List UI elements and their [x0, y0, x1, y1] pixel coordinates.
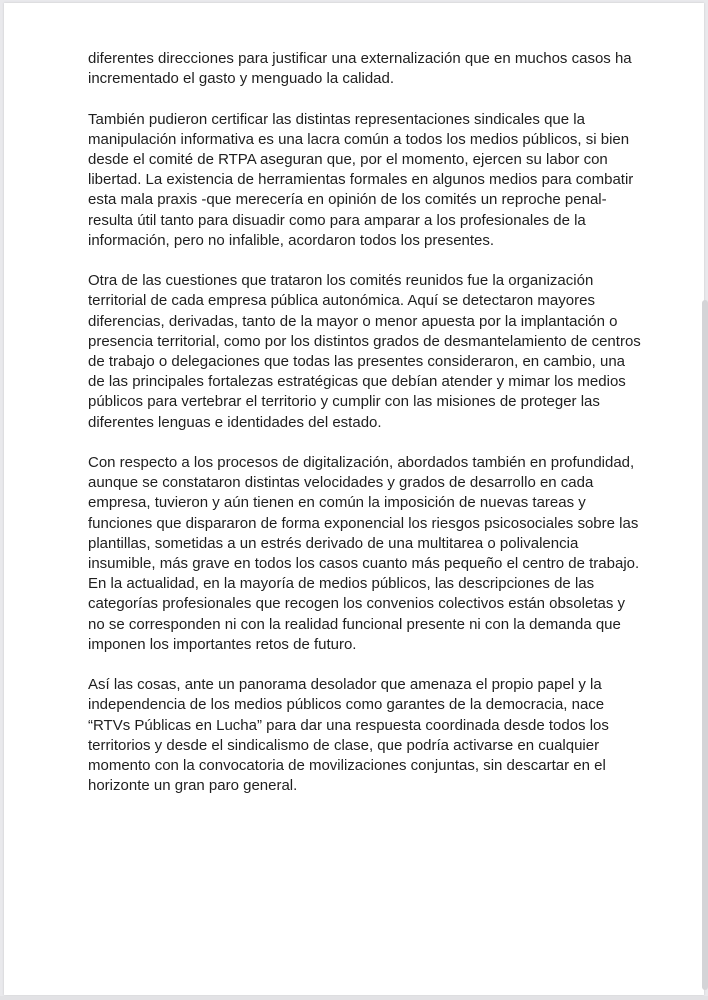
vertical-scrollbar[interactable] [702, 300, 708, 990]
paragraph-1: diferentes direcciones para justificar una externalización que en muchos casos ha incrementado el gasto y menguado la calidad. [88, 50, 632, 88]
paragraph-3: Otra de las cuestiones que trataron los comités reunidos fue la organización territorial de cada empresa pública autonómica. Aquí se detectaron mayores diferencias, derivadas, tanto de la mayor o menor apuesta por la implantación o presencia territorial, como por los distintos grados de desmantelamiento de centros de trabajo o delegaciones que todas las presentes consideraron, en cambio, una de las principales fortalezas estratégicas que debían atender y mimar los medios públicos para vertebrar el territorio y cumplir con las misiones de proteger las diferentes lenguas e identidades del estado. [88, 272, 641, 431]
paragraph-4: Con respecto a los procesos de digitalización, abordados también en profundidad, aunque se constataron distintas velocidades y grados de desarrollo en cada empresa, tuvieron y aún tienen en común la imposición de nuevas tareas y funciones que dispararon de forma exponencial los riesgos psicosociales sobre las plantillas, sometidas a un estrés derivado de una multitarea o polivalencia insumible, más grave en todos los casos cuanto más pequeño el centro de trabajo. En la actualidad, en la mayoría de medios públicos, las descripciones de las categorías profesionales que recogen los convenios colectivos están obsoletas y no se corresponden ni con la realidad funcional presente ni con la demanda que imponen los importantes retos de futuro. [88, 454, 640, 653]
document-page [4, 3, 704, 995]
document-body [88, 49, 644, 817]
page-bottom-edge [0, 996, 708, 1000]
paragraph-5: Así las cosas, ante un panorama desolador que amenaza el propio papel y la independencia de los medios públicos como garantes de la democracia, nace “RTVs Públicas en Lucha” para dar una respuesta coordinada desde todos los territorios y desde el sindicalismo de clase, que podría activarse en cualquier momento con la convocatoria de movilizaciones conjuntas, sin descartar en el horizonte un gran paro general. [88, 676, 609, 795]
paragraph-2: También pudieron certificar las distintas representaciones sindicales que la manipulación informativa es una lacra común a todos los medios públicos, si bien desde el comité de RTPA aseguran que, por el momento, ejercen su labor con libertad. La existencia de herramientas formales en algunos medios para combatir esta mala praxis -que merecería en opinión de los comités un reproche penal- resulta útil tanto para disuadir como para amparar a los profesionales de la información, pero no infalible, acordaron todos los presentes. [88, 110, 634, 249]
